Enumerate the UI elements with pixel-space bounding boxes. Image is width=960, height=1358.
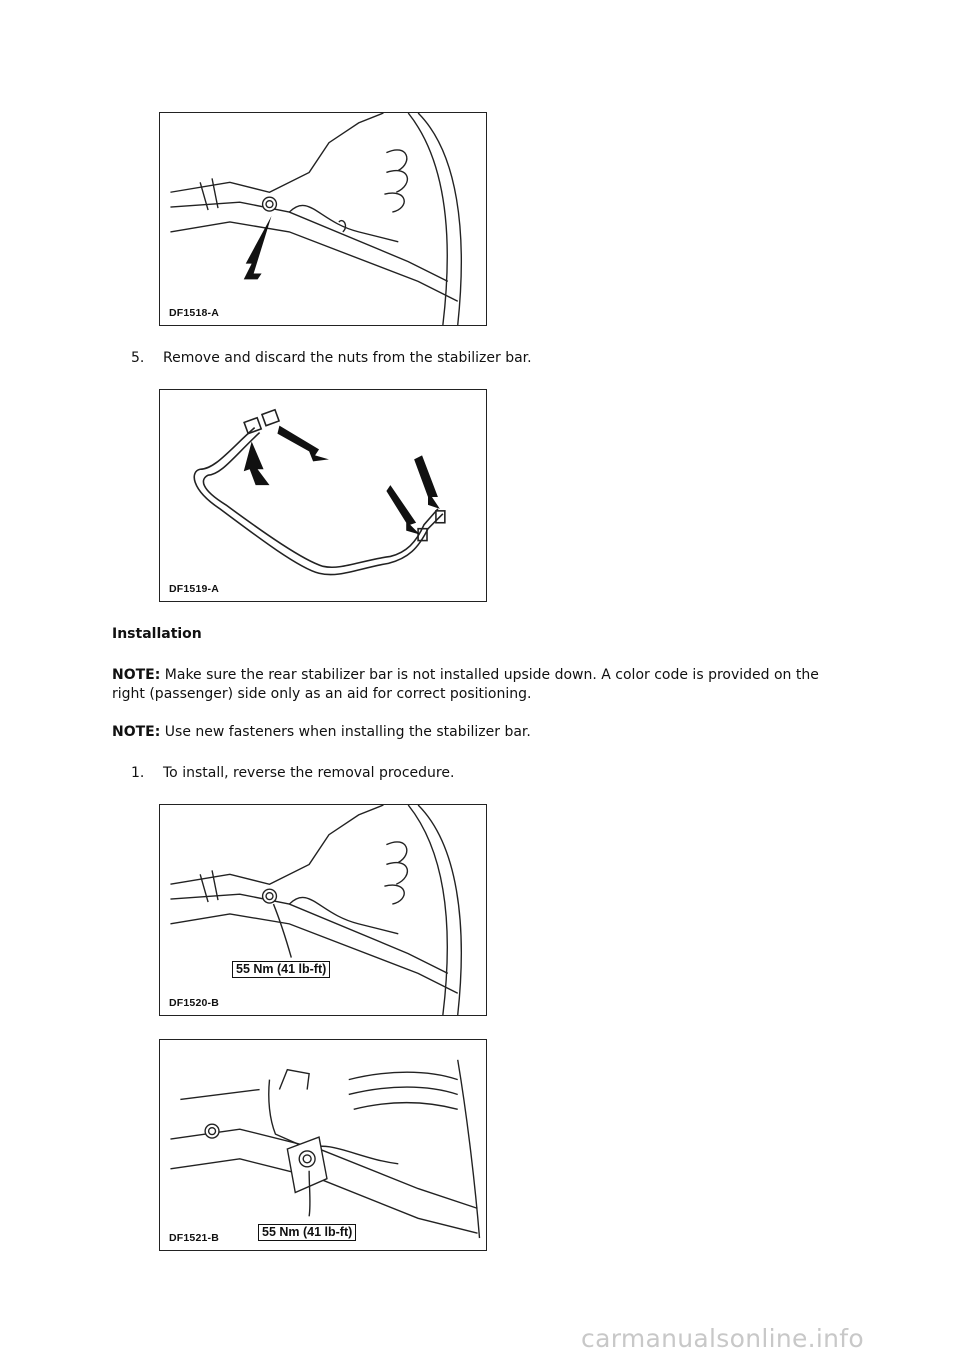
figure-df1521 [159, 1039, 487, 1251]
step-text: Remove and discard the nuts from the stabilizer bar. [163, 350, 532, 366]
torque-callout: 55 Nm (41 lb-ft) [232, 961, 330, 978]
installation-heading: Installation [112, 626, 202, 642]
stabilizer-bracket-illustration [160, 1040, 486, 1250]
figure-label: DF1519-A [169, 583, 220, 595]
removal-step-5 [131, 349, 532, 367]
figure-label: DF1521-B [169, 1232, 220, 1244]
note-upside-down [112, 666, 852, 704]
figure-df1518 [159, 112, 487, 326]
note-label: NOTE: [112, 724, 161, 740]
note-text: Make sure the rear stabilizer bar is not installed upside down. A color code is provided on the right (passenger) side only as an aid for correct positioning. [112, 667, 819, 702]
note-label: NOTE: [112, 667, 161, 683]
figure-df1519 [159, 389, 487, 602]
suspension-bolt-illustration [160, 113, 486, 325]
torque-callout: 55 Nm (41 lb-ft) [258, 1224, 356, 1241]
figure-df1520 [159, 804, 487, 1016]
stabilizer-bar-illustration [160, 390, 486, 601]
suspension-torque-illustration [160, 805, 486, 1015]
note-text: Use new fasteners when installing the stabilizer bar. [160, 724, 531, 740]
figure-label: DF1520-B [169, 997, 220, 1009]
step-number: 1. [131, 765, 145, 781]
step-text: To install, reverse the removal procedure. [163, 765, 455, 781]
figure-label: DF1518-A [169, 307, 220, 319]
install-step-1 [131, 764, 454, 782]
note-new-fasteners [112, 723, 852, 742]
step-number: 5. [131, 350, 145, 366]
watermark: carmanualsonline.info [581, 1324, 864, 1353]
